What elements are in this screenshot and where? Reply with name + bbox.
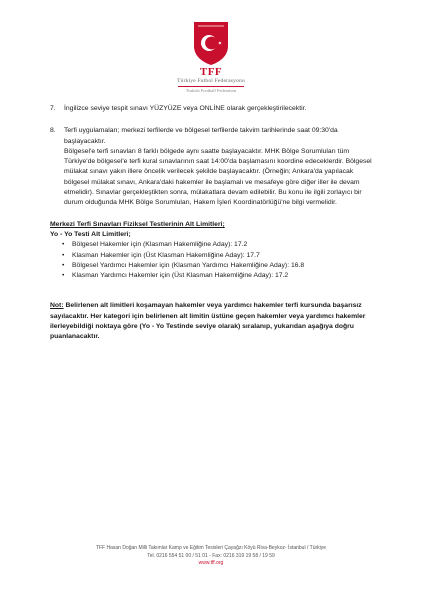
footer-phone: Tel. 0216 554 51 00 / 51 01 - Fax: 0216 319 19 58 / 19 59: [147, 552, 275, 559]
item-text: İngilizce seviye tespit sınavı YÜZYÜZE veya ONLİNE olarak gerçekleştirilecektir.: [64, 105, 307, 112]
limits-heading: Merkezi Terfi Sınavları Fiziksel Testlerinin Alt Limitleri;: [50, 220, 225, 228]
note-text: Belirlenen alt limitleri koşamayan hakemler veya yardımcı hakemler terfi kursunda başarısız sayılacaktır. Her kategori için belirlenen alt limitin üstüne geçen hakemler veya yardımcı hakemler ilerleyebildiği noktaya göre (Yo - Yo Testinde seviye olarak) sıralanıp, yukarıdan aşağıya doğru puanlanacaktır.: [50, 302, 366, 341]
list-item: • Klasman Yardımcı Hakemler için (Üst Klasman Hakemliğine Aday): 17.2: [62, 271, 372, 281]
list-item-8: [50, 126, 372, 208]
footer-website-link[interactable]: www.tff.org: [198, 560, 224, 566]
bullet-icon: •: [62, 251, 65, 259]
org-name: Türkiye Futbol Federasyonu: [177, 78, 245, 84]
footer-address: TFF Hasan Doğan Milli Takımlar Kamp ve Eğitim Tesisleri Çayağzı Köyü Riva-Beykoz- İstanbul / Türkiye: [95, 545, 327, 551]
item-number: 7.: [50, 105, 56, 112]
bullet-icon: •: [62, 261, 65, 269]
limits-section: [50, 220, 372, 282]
bullet-icon: •: [62, 272, 65, 280]
list-item-7: [50, 104, 372, 114]
limits-subheading: Yo - Yo Testi Alt Limitleri;: [50, 230, 131, 238]
bullet-icon: •: [62, 241, 65, 249]
tff-crest-logo: [190, 20, 232, 66]
item-number: 8.: [50, 127, 56, 135]
page-footer: [0, 545, 422, 568]
list-item: • Bölgesel Hakemler için (Klasman Hakemliğine Aday): 17.2: [62, 240, 372, 250]
note-label: Not:: [50, 302, 64, 310]
list-item: • Bölgesel Yardımcı Hakemler için (Klasman Yardımcı Hakemliğine Aday): 16.8: [62, 261, 372, 271]
document-body: [50, 104, 372, 343]
header-divider: [178, 86, 244, 87]
org-abbreviation: TFF: [199, 66, 223, 78]
item-text: Terfi uygulamaları; merkezi terfilerde ve bölgesel terfilerde takvim tarihlerinde saat 09:30'da başlayacaktır.: [64, 127, 338, 145]
note-paragraph: [50, 301, 372, 342]
org-subtitle: Turkish Football Federation: [185, 88, 237, 93]
item-paragraph: Bölgesel'e terfi sınavları 8 farklı bölgede aynı saatte başlayacaktır. MHK Bölge Sorumluları tüm Türkiye'de bölgesel'e terfi kural sınavlarının saat 14:00'da başlamasını koordine edeceklerdir. Bölgesel mülakat sınavı yakın illere öncelik verilecek şekilde başlayacaktır. (Örneğin; Ankara'da yapılacak bölgesel mülakat sınavı, Ankara'daki hakemler ile başlamalı ve mesafeye göre diğer iller ile devam etmelidir). Sınavlar gerçekleştikten sonra, mülakatlara devam edilebilir. Bu konu ile ilgili zorlayıcı bir durum olduğunda MHK Bölge Sorumluları, Hakem İşleri Koordinatörlüğü'ne bilgi vermelidir.: [64, 147, 372, 207]
list-item: • Klasman Hakemler için (Üst Klasman Hakemliğine Aday): 17.7: [62, 251, 372, 261]
